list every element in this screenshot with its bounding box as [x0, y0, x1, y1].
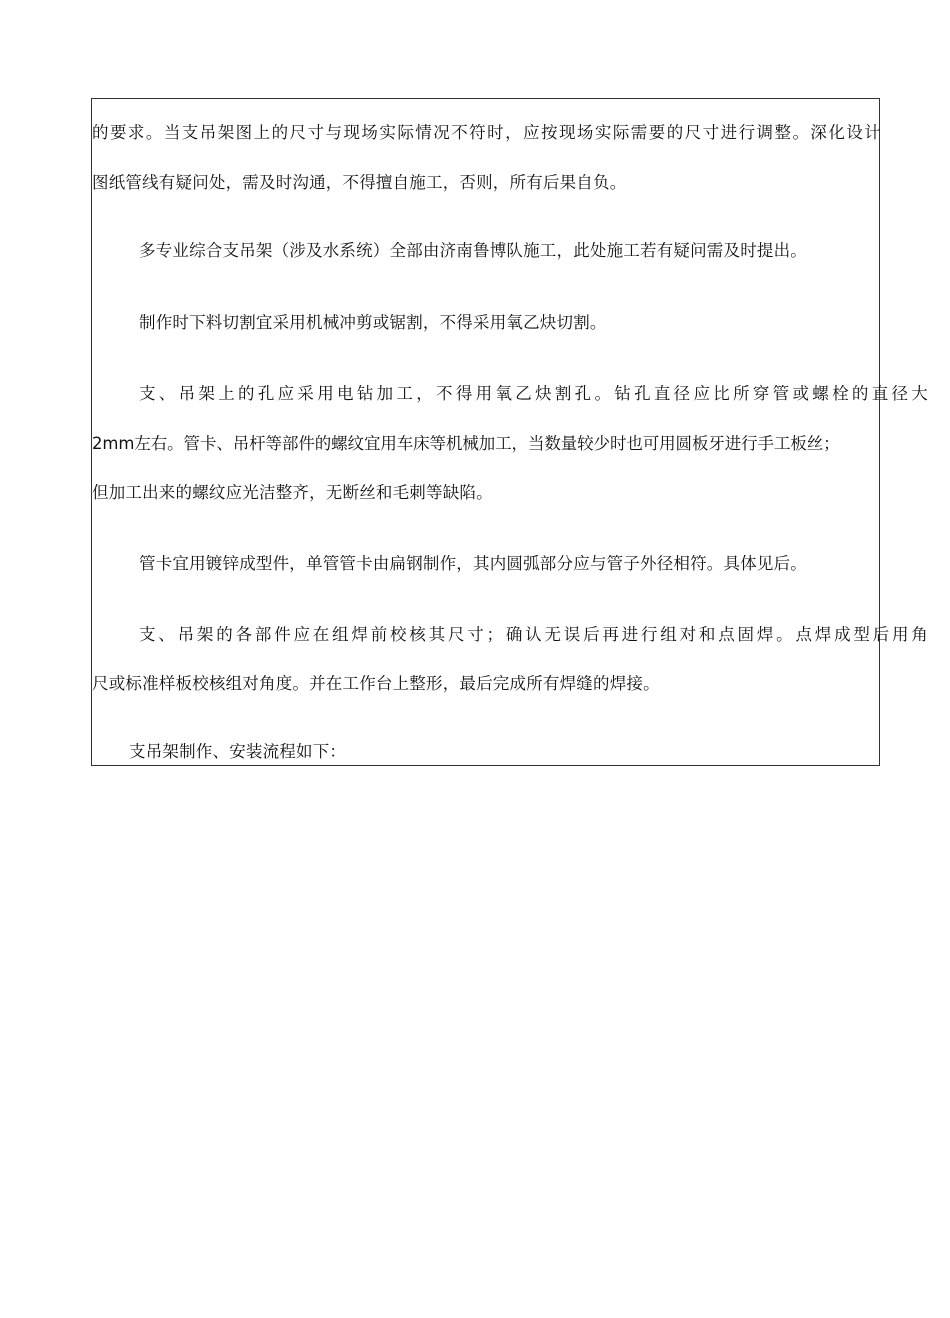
- text-line: 但加工出来的螺纹应光洁整齐，无断丝和毛刺等缺陷。: [92, 483, 493, 502]
- text-line: 多专业综合支吊架（涉及水系统）全部由济南鲁博队施工，此处施工若有疑问需及时提出。: [139, 241, 807, 260]
- text-line: 2mm左右。管卡、吊杆等部件的螺纹宜用车床等机械加工，当数量较少时也可用圆板牙进行手工板丝；: [92, 434, 840, 453]
- text-line: 管卡宜用镀锌成型件，单管管卡由扁钢制作，其内圆弧部分应与管子外径相符。具体见后。: [139, 554, 807, 573]
- text-line: 支、吊架上的孔应采用电钻加工，不得用氧乙炔割孔。钻孔直径应比所穿管或螺栓的直径大: [139, 384, 928, 403]
- text-line: 支、吊架的各部件应在组焊前校核其尺寸；确认无误后再进行组对和点固焊。点焊成型后用角: [139, 625, 928, 644]
- text-line: 的要求。当支吊架图上的尺寸与现场实际情况不符时，应按现场实际需要的尺寸进行调整。深化设计: [92, 123, 881, 142]
- text-line: 支吊架制作、安装流程如下：: [129, 742, 347, 761]
- text-line: 尺或标准样板校核组对角度。并在工作台上整形，最后完成所有焊缝的焊接。: [92, 674, 660, 693]
- text-line: 制作时下料切割宜采用机械冲剪或锯割，不得采用氧乙炔切割。: [139, 313, 607, 332]
- document-frame: [91, 98, 928, 766]
- text-line: 图纸管线有疑问处，需及时沟通，不得擅自施工，否则，所有后果自负。: [92, 173, 627, 192]
